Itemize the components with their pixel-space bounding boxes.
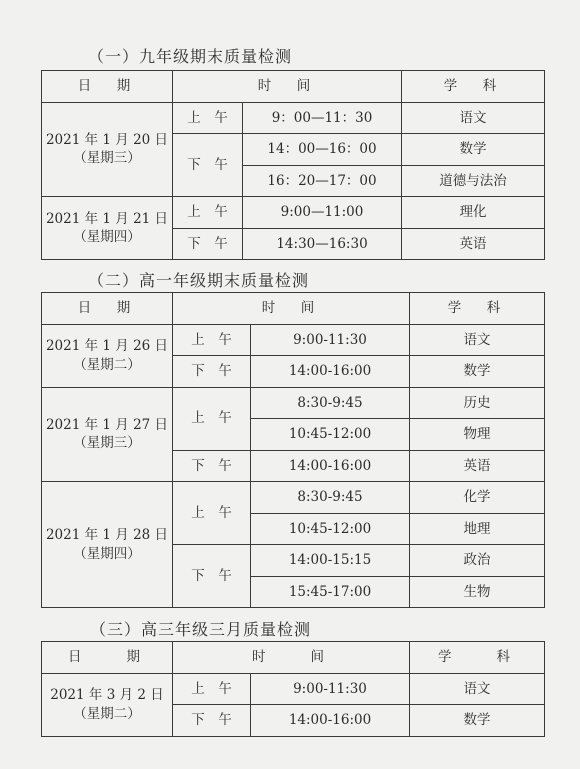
subject-cell: 化学 <box>410 482 545 514</box>
time-cell: 14：00—16：00 <box>243 134 402 166</box>
section-title: （二）高一年级期末质量检测 <box>88 271 310 290</box>
header-time: 时 间 <box>173 293 410 325</box>
period-cell: 下 午 <box>173 545 251 608</box>
subject-cell: 理化 <box>402 197 545 229</box>
date-cell <box>42 197 173 260</box>
header-time: 时 间 <box>173 642 410 674</box>
weekday-text: （星期四） <box>73 545 141 562</box>
subject-cell: 生物 <box>410 576 545 608</box>
subject-cell: 政治 <box>410 545 545 577</box>
table-row <box>42 482 545 514</box>
subject-cell: 语文 <box>402 102 545 134</box>
header-subject: 学 科 <box>410 293 545 325</box>
weekday-text: （星期四） <box>73 229 141 245</box>
subject-cell: 英语 <box>410 450 545 482</box>
date-text: 2021 年 3 月 2 日 <box>50 687 164 704</box>
time-cell: 14:00-16:00 <box>251 356 410 388</box>
period-cell: 下 午 <box>173 228 243 260</box>
time-cell: 9:00—11:00 <box>243 197 402 229</box>
time-cell: 15:45-17:00 <box>251 576 410 608</box>
period-cell: 上 午 <box>173 324 251 356</box>
period-cell: 下 午 <box>173 705 251 737</box>
time-cell: 8:30-9:45 <box>251 387 410 419</box>
header-subject: 学 科 <box>402 71 545 103</box>
date-text: 2021 年 1 月 21 日 <box>45 210 169 227</box>
subject-cell: 英语 <box>402 228 545 260</box>
header-date: 日 期 <box>42 71 173 103</box>
header-row <box>42 71 545 103</box>
period-cell: 下 午 <box>173 450 251 482</box>
period-cell: 上 午 <box>173 673 251 705</box>
table-row <box>42 387 545 419</box>
weekday-text: （星期二） <box>73 356 141 373</box>
date-text: 2021 年 1 月 20 日 <box>45 132 169 149</box>
subject-cell: 语文 <box>410 324 545 356</box>
date-cell <box>42 102 173 197</box>
subject-cell: 数学 <box>410 356 545 388</box>
subject-cell: 语文 <box>410 673 545 705</box>
subject-cell: 物理 <box>410 419 545 451</box>
time-cell: 8:30-9:45 <box>251 482 410 514</box>
date-text: 2021 年 1 月 27 日 <box>45 417 169 434</box>
period-cell: 上 午 <box>173 387 251 450</box>
weekday-text: （星期三） <box>73 150 141 167</box>
subject-cell: 历史 <box>410 387 545 419</box>
period-cell: 上 午 <box>173 482 251 545</box>
schedule-table <box>41 292 545 608</box>
header-subject: 学 科 <box>410 642 545 674</box>
time-cell: 10:45-12:00 <box>251 513 410 545</box>
weekday-text: （星期三） <box>73 435 141 452</box>
period-cell: 下 午 <box>173 134 243 197</box>
subject-cell: 道德与法治 <box>402 165 545 197</box>
period-cell: 上 午 <box>173 197 243 229</box>
date-cell <box>42 387 173 482</box>
header-date: 日 期 <box>42 642 173 674</box>
header-time: 时 间 <box>173 71 402 103</box>
period-cell: 下 午 <box>173 356 251 388</box>
weekday-text: （星期二） <box>73 705 141 722</box>
time-cell: 10:45-12:00 <box>251 419 410 451</box>
subject-cell: 数学 <box>410 705 545 737</box>
section-title: （三）高三年级三月质量检测 <box>90 620 312 639</box>
date-text: 2021 年 1 月 26 日 <box>45 338 169 355</box>
time-cell: 14:00-16:00 <box>251 705 410 737</box>
subject-cell: 地理 <box>410 513 545 545</box>
section-title: （一）九年级期末质量检测 <box>88 47 293 66</box>
table-row <box>42 324 545 356</box>
table-row <box>42 673 545 705</box>
header-date: 日 期 <box>42 293 173 325</box>
schedule-table <box>41 641 545 737</box>
date-cell <box>42 673 173 736</box>
header-row <box>42 293 545 325</box>
time-cell: 16：20—17：00 <box>243 165 402 197</box>
subject-cell: 数学 <box>402 134 545 166</box>
date-cell <box>42 324 173 387</box>
time-cell: 14:00-16:00 <box>251 450 410 482</box>
date-cell <box>42 482 173 608</box>
time-cell: 9:00-11:30 <box>251 324 410 356</box>
header-row <box>42 642 545 674</box>
time-cell: 14:30—16:30 <box>243 228 402 260</box>
time-cell: 9:00-11:30 <box>251 673 410 705</box>
time-cell: 9：00—11：30 <box>243 102 402 134</box>
table-row <box>42 197 545 229</box>
schedule-table <box>41 70 545 260</box>
table-row <box>42 102 545 134</box>
date-text: 2021 年 1 月 28 日 <box>45 527 169 544</box>
time-cell: 14:00-15:15 <box>251 545 410 577</box>
period-cell: 上 午 <box>173 102 243 134</box>
